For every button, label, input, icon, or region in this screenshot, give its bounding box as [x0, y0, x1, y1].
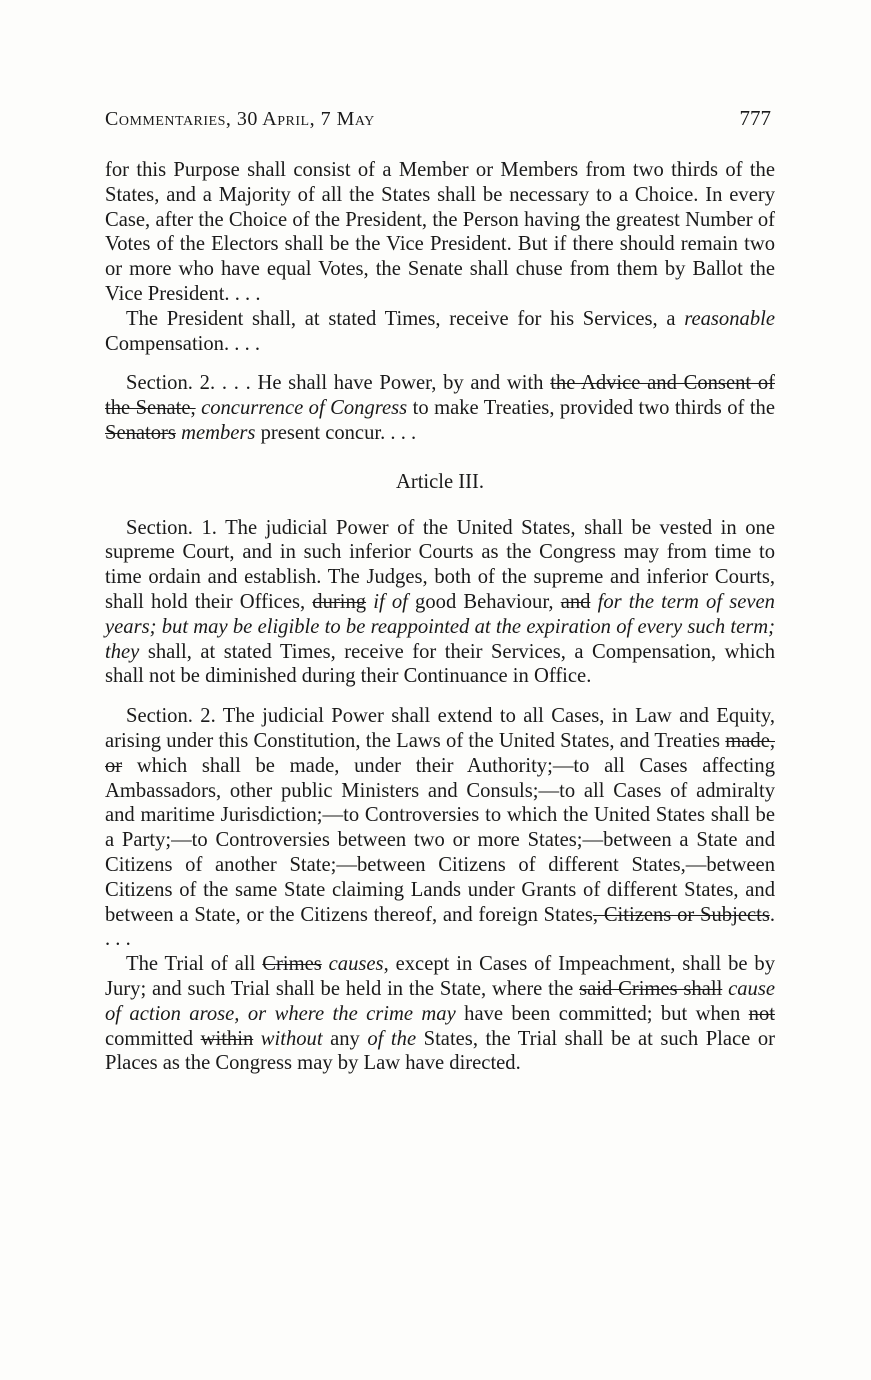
struck-text: made, or — [105, 729, 775, 777]
paragraph-1: for this Purpose shall consist of a Member or Members from two thirds of the States, and a Majority of all the States shall be necessary to a Choice. In every Case, after the Choice of the President, the Person having the greatest Number of Votes of the Electors shall be the Vice President. But if there should remain two or more who have equal Votes, the Senate shall chuse from them by Ballot the Vice President. . . . — [105, 159, 775, 305]
page-number: 777 — [739, 106, 771, 130]
struck-text: during — [312, 590, 367, 613]
struck-text: Crimes — [262, 953, 322, 976]
struck-text: said Crimes shall — [579, 977, 723, 1000]
inserted-text: for the term of seven years; but may be eligible to be reappointed at the expiration of every such term; they — [105, 590, 775, 663]
inserted-text: without — [260, 1027, 323, 1050]
article-heading: Article III. — [395, 470, 485, 493]
paragraph-6: The Trial of all Crimes causes, except in Cases of Impeachment, shall be by Jury; and such Trial shall be held in the State, where the said Crimes shall cause of action arose, or where the crime may have been committed; but when not committed within without any of the States, the Trial shall be at such Place or Places as the Congress may by Law have directed. — [105, 953, 775, 1075]
paragraph-4: Section. 1. The judicial Power of the United States, shall be vested in one supreme Court, and in such inferior Courts as the Congress may from time to time ordain and establish. The Judges, both of the supreme and inferior Courts, shall hold their Offices, during if of good Behaviour, and for the term of seven years; but may be eligible to be reappointed at the expiration of every such term; they shall, at stated Times, receive for their Services, a Compensation, which shall not be diminished during their Continuance in Office. — [105, 516, 775, 688]
paragraph-2: The President shall, at stated Times, receive for his Services, a reasonable Compensation. . . . — [105, 307, 775, 355]
running-head: Commentaries, 30 April, 7 May — [105, 108, 375, 130]
page-header — [105, 106, 771, 131]
paragraph-3: Section. 2. . . . He shall have Power, by and with the Advice and Consent of the Senate, concurrence of Congress to make Treaties, provided two thirds of the Senators members present concur. . . . — [105, 372, 775, 444]
inserted-text: of the — [367, 1027, 417, 1050]
struck-text: and — [560, 590, 591, 613]
inserted-text: cause of action arose, or where the crime may — [105, 977, 775, 1025]
inserted-text: if of — [373, 590, 408, 613]
struck-text: Senators — [105, 421, 176, 444]
paragraph-5: Section. 2. The judicial Power shall extend to all Cases, in Law and Equity, arising under this Constitution, the Laws of the United States, and Treaties made, or which shall be made, under their Authority;—to all Cases affecting Ambassadors, other public Ministers and Consuls;—to all Cases of admiralty and maritime Jurisdiction;—to Controversies to which the United States shall be a Party;—to Controversies between two or more States;—between a State and Citizens of another State;—between Citizens of different States,—between Citizens of the same State claiming Lands under Grants of different States, and between a State, or the Citizens thereof, and foreign States, Citizens or Subjects. . . . — [105, 705, 775, 951]
struck-text: within — [200, 1027, 254, 1050]
struck-text: not — [748, 1002, 775, 1025]
struck-text: the Advice and Consent of the Senate, — [105, 372, 775, 420]
struck-text: , Citizens or Subjects — [592, 903, 770, 926]
inserted-text: members — [181, 421, 256, 444]
inserted-text: concurrence of Congress — [201, 397, 408, 420]
document-body — [105, 158, 775, 1076]
inserted-text: causes — [328, 953, 384, 976]
inserted-text: reasonable — [684, 307, 775, 330]
